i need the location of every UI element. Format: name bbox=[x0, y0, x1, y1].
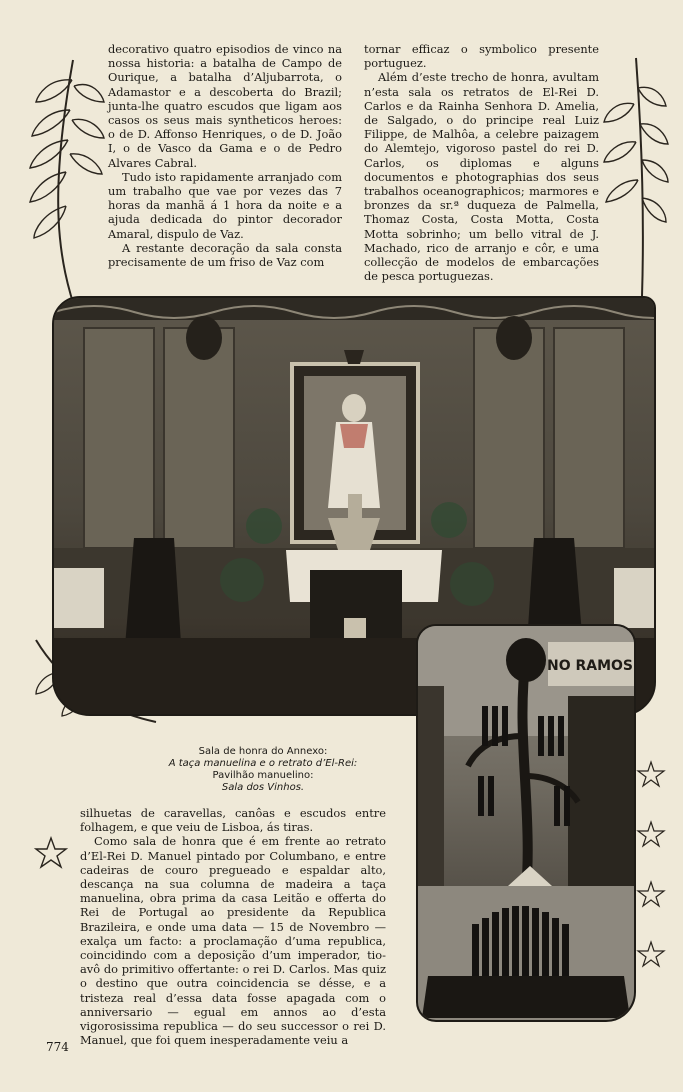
photo-caption bbox=[118, 746, 408, 794]
caption-line: Sala dos Vinhos. bbox=[221, 782, 305, 793]
text-column-bottom bbox=[80, 806, 386, 1047]
paragraph: decorativo quatro episodios de vinco na nossa historia: a batalha de Campo de Ourique, a batalha d’Aljubarrota, o Adamastor e a descoberta do Brazil; junta-lhe quatro escudos que ligam aos casos os seus mais syntheticos heroes: o de D. Affonso Henriques, o de D. João I, o de Vasco da Gama e o de Pedro Alvares Cabral. bbox=[108, 42, 342, 170]
photo-sala-dos-vinhos bbox=[416, 624, 636, 1022]
photo-sala-dos-vinhos-image bbox=[418, 626, 634, 1020]
paragraph: silhuetas de caravellas, canôas e escudos entre folhagem, e que veiu de Lisboa, ás tiras. bbox=[80, 806, 386, 835]
caption-line: Pavilhão manuelino: bbox=[212, 770, 314, 781]
caption-line: Sala de honra do Annexo: bbox=[198, 746, 328, 757]
paragraph: A restante decoração da sala consta precisamente de um friso de Vaz com bbox=[108, 240, 342, 270]
text-column-top-left bbox=[108, 42, 342, 269]
page-number: 774 bbox=[46, 1040, 69, 1054]
star-ornament bbox=[34, 836, 68, 870]
left-laurel-ornament bbox=[18, 40, 108, 320]
text-column-top-right bbox=[364, 42, 599, 283]
caption-line: A taça manuelina e o retrato d’El-Rei: bbox=[168, 758, 358, 769]
paragraph: Como sala de honra que é em frente ao retrato d’El-Rei D. Manuel pintado por Columbano, e entre cadeiras de couro pregueado e espaldar alto, descança na sua columna de madeira a taça manuelina, obra prima da casa Leitão e offerta do Rei de Portugal ao presidente da Republica Brazileira, e onde uma data — 15 de Novembro — exalça um facto: a proclamação d’uma republica, coincidindo com a deposição d’um imperador, tio-avô do primitivo offertante: o rei D. Carlos. Mas quiz o destino que outra coincidencia se désse, e a tristeza real d’essa data fosse apagada com o anniversario — egual em annos ao d’esta vigorosissima republica — do seu successor o rei D. Manuel, que foi quem inesperadamente veiu a bbox=[80, 834, 386, 1048]
paragraph: tornar efficaz o symbolico presente portuguez. bbox=[364, 42, 599, 71]
paragraph: Além d’este trecho de honra, avultam n’esta sala os retratos de El-Rei D. Carlos e da Rainha Senhora D. Amelia, de Salgado, o do principe real Luiz Filippe, de Malhôa, a celebre paizagem do Alemtejo, vigoroso pastel do rei D. Carlos, os diplomas e alguns documentos e photographias dos seus trabalhos oceanographicos; marmores e bronzes da sr.ª duqueza de Palmella, Thomaz Costa, Costa Motta, Costa Motta sobrinho; um bello vitral de J. Machado, rico de arranjo e côr, e uma collecção de modelos de embarcações de pesca portuguezas. bbox=[364, 70, 599, 284]
right-stars-ornament bbox=[634, 760, 668, 1010]
inset-sign: NO RAMOS bbox=[546, 658, 634, 674]
paragraph: Tudo isto rapidamente arranjado com um trabalho que vae por vezes das 7 horas da manhã á 1 hora da noite e a ajuda dedicada do pintor decorador Amaral, dispulo de Vaz. bbox=[108, 169, 342, 241]
